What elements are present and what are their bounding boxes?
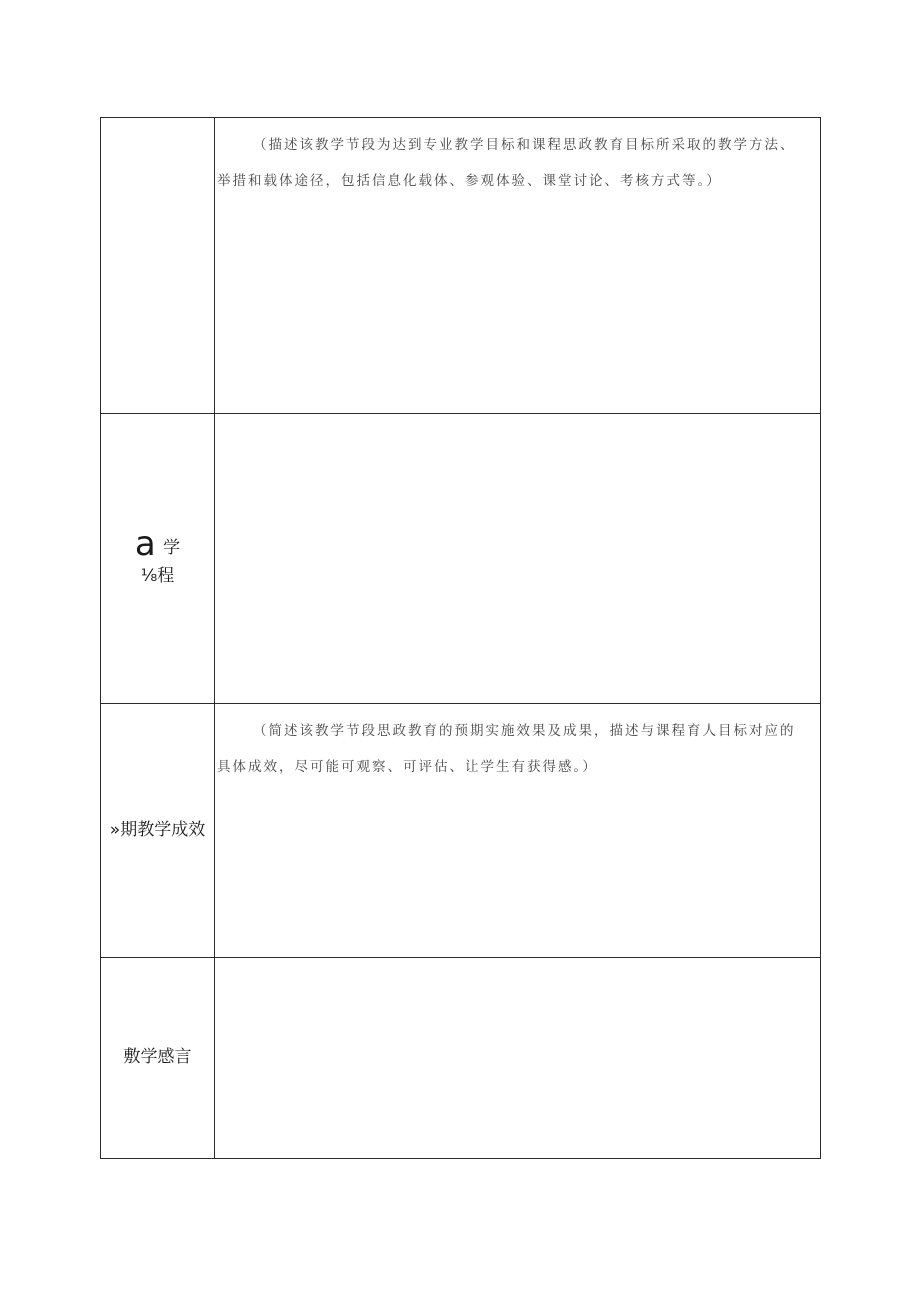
teaching-reflections-content-cell[interactable] [215,958,821,1159]
hint-line: 具体成效，尽可能可观察、可评估、让学生有获得感。） [217,759,598,775]
table-row-expected-outcomes [101,704,821,958]
table-row-teaching-methods [101,118,821,414]
label-line: 敷学感言 [123,1047,192,1068]
label-glyph: a [134,524,156,565]
expected-outcomes-hint [215,704,821,785]
teaching-methods-content-cell[interactable] [215,118,821,414]
row-label-empty [101,118,215,414]
label-line: ⅛程 [140,565,175,586]
hint-line: 举措和载体途径，包括信息化载体、参观体验、课堂讨论、考核方式等。） [217,173,722,189]
teaching-process-label [101,414,215,704]
table-row-teaching-process [101,414,821,704]
label-line [101,524,214,565]
label-text: 学 [157,538,181,559]
label-line: »期教学成效 [109,819,206,840]
teaching-reflections-label [101,958,215,1159]
expected-outcomes-content-cell[interactable] [215,704,821,958]
expected-outcomes-label [101,704,215,958]
form-table [100,117,821,1159]
teaching-methods-hint [215,118,821,199]
teaching-process-content-cell[interactable] [215,414,821,704]
hint-line: （描述该教学节段为达到专业教学目标和课程思政教育目标所采取的教学方法、 [253,137,796,153]
table-row-teaching-reflections [101,958,821,1159]
hint-line: （简述该教学节段思政教育的预期实施效果及成果，描述与课程育人目标对应的 [253,723,796,739]
